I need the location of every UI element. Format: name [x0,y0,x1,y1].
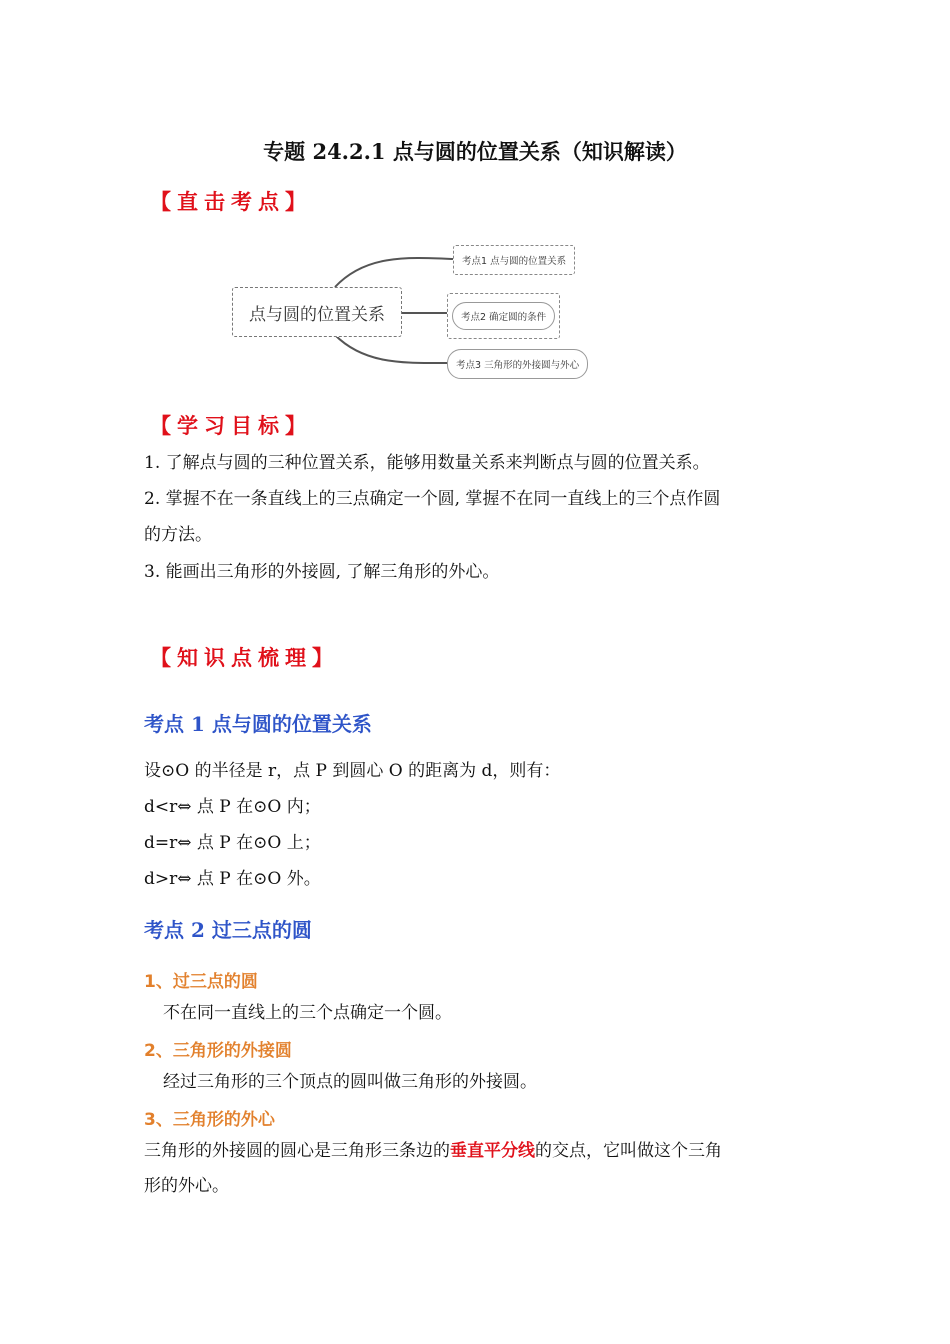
section-heading-goals: 【学习目标】 [150,413,312,438]
kp2-subheading-1: 1、过三点的圆 [144,972,258,992]
kp2-text-1: 不在同一直线上的三个点确定一个圆。 [163,1003,452,1023]
kp1-relation-inside: d<r⇔ 点 P 在⊙O 内； [144,797,321,817]
kp1-intro: 设⊙O 的半径是 r，点 P 到圆心 O 的距离为 d，则有： [144,761,561,781]
kp2-heading: 考点 2 过三点的圆 [144,918,312,942]
mindmap [225,235,620,395]
mindmap-branch-3: 考点3 三角形的外接圆与外心 [447,349,588,379]
mindmap-branch-2: 考点2 确定圆的条件 [452,302,555,330]
kp2-text-3-cont: 形的外心。 [144,1176,229,1196]
kp1-relation-outside: d>r⇔ 点 P 在⊙O 外。 [144,869,321,889]
goal-item-2-cont: 的方法。 [144,525,212,545]
kp1-relation-on: d=r⇔ 点 P 在⊙O 上； [144,833,321,853]
goal-item-2: 2. 掌握不在一条直线上的三点确定一个圆, 掌握不在同一直线上的三个点作圆 [144,489,721,509]
kp2-text-3-post: 的交点，它叫做这个三角 [535,1141,722,1161]
mindmap-branch-1: 考点1 点与圆的位置关系 [453,245,575,275]
goal-item-3: 3. 能画出三角形的外接圆, 了解三角形的外心。 [144,562,500,582]
page-title: 专题 24.2.1 点与圆的位置关系（知识解读） [263,139,687,164]
kp1-heading: 考点 1 点与圆的位置关系 [144,712,372,736]
section-heading-knowledge: 【知识点梳理】 [150,645,339,670]
kp2-text-3-highlight: 垂直平分线 [450,1141,535,1161]
kp2-text-2: 经过三角形的三个顶点的圆叫做三角形的外接圆。 [163,1072,537,1092]
mindmap-branch-2-frame [447,293,560,339]
section-heading-zhiji: 【直击考点】 [150,189,312,214]
kp2-subheading-3: 3、三角形的外心 [144,1110,275,1130]
kp2-text-3 [144,1140,722,1162]
goal-item-1: 1. 了解点与圆的三种位置关系，能够用数量关系来判断点与圆的位置关系。 [144,453,710,473]
mindmap-center-node: 点与圆的位置关系 [232,287,402,337]
kp2-subheading-2: 2、三角形的外接圆 [144,1041,292,1061]
kp2-text-3-pre: 三角形的外接圆的圆心是三角形三条边的 [144,1141,450,1161]
